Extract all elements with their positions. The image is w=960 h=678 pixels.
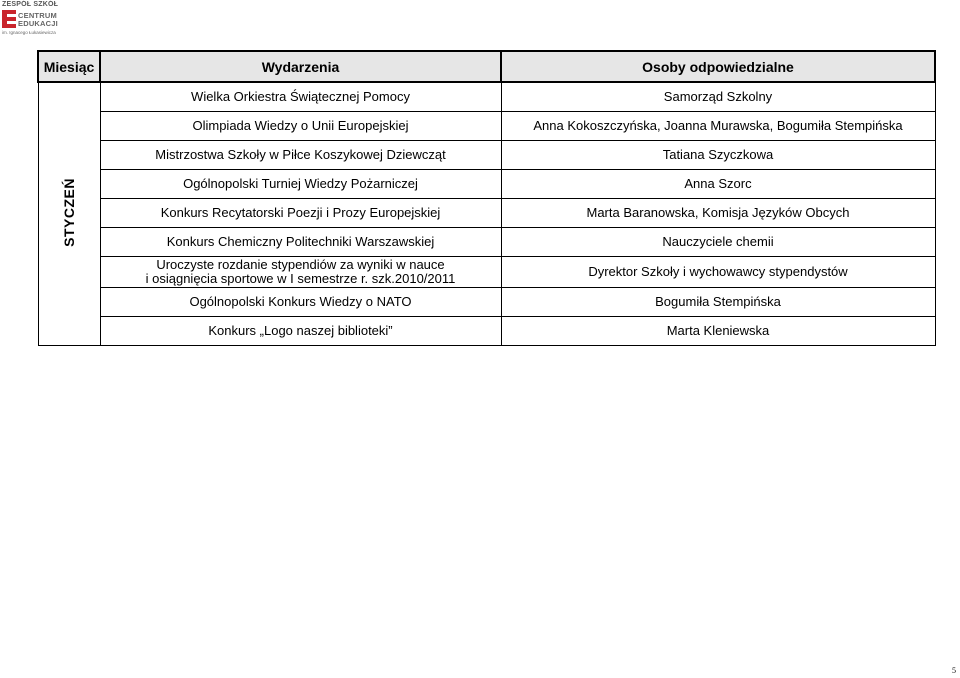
logo-line-2: EDUKACJI xyxy=(18,19,58,28)
person-cell: Tatiana Szyczkowa xyxy=(501,140,935,169)
table-row xyxy=(38,316,935,345)
event-cell xyxy=(100,256,501,287)
event-cell: Ogólnopolski Turniej Wiedzy Pożarniczej xyxy=(100,169,501,198)
person-cell: Anna Kokoszczyńska, Joanna Murawska, Bogumiła Stempińska xyxy=(501,111,935,140)
event-cell: Wielka Orkiestra Świątecznej Pomocy xyxy=(100,82,501,111)
table-row xyxy=(38,140,935,169)
person-cell: Dyrektor Szkoły i wychowawcy stypendystów xyxy=(501,256,935,287)
person-cell: Nauczyciele chemii xyxy=(501,227,935,256)
table-row xyxy=(38,169,935,198)
event-cell: Olimpiada Wiedzy o Unii Europejskiej xyxy=(100,111,501,140)
logo-line-1: CENTRUM xyxy=(18,11,57,20)
person-cell: Samorząd Szkolny xyxy=(501,82,935,111)
table-row xyxy=(38,256,935,287)
event-cell: Mistrzostwa Szkoły w Piłce Koszykowej Dziewcząt xyxy=(100,140,501,169)
table-header-row xyxy=(38,51,935,82)
events-schedule-table xyxy=(37,50,936,346)
event-cell: Ogólnopolski Konkurs Wiedzy o NATO xyxy=(100,287,501,316)
logo-e-mark-icon xyxy=(2,10,16,28)
event-cell: Konkurs Recytatorski Poezji i Prozy Europejskiej xyxy=(100,198,501,227)
month-cell xyxy=(38,82,100,345)
person-cell: Marta Baranowska, Komisja Języków Obcych xyxy=(501,198,935,227)
page-number: 5 xyxy=(952,666,956,675)
person-cell: Anna Szorc xyxy=(501,169,935,198)
school-logo xyxy=(2,1,72,37)
person-cell: Bogumiła Stempińska xyxy=(501,287,935,316)
event-line-2: i osiągnięcia sportowe w I semestrze r. szk.2010/2011 xyxy=(145,270,456,286)
table-row xyxy=(38,82,935,111)
header-month: Miesiąc xyxy=(38,51,100,82)
event-cell: Konkurs Chemiczny Politechniki Warszawskiej xyxy=(100,227,501,256)
event-cell: Konkurs „Logo naszej biblioteki” xyxy=(100,316,501,345)
logo-school-text: ZESPÓŁ SZKÓŁ xyxy=(2,1,59,8)
header-responsible: Osoby odpowiedzialne xyxy=(501,51,935,82)
table-row xyxy=(38,227,935,256)
table-row xyxy=(38,198,935,227)
table-row xyxy=(38,287,935,316)
table-row xyxy=(38,111,935,140)
month-label: STYCZEŃ xyxy=(61,177,77,247)
event-line-1: Uroczyste rozdanie stypendiów za wyniki w nauce xyxy=(156,256,445,272)
header-events: Wydarzenia xyxy=(100,51,501,82)
person-cell: Marta Kleniewska xyxy=(501,316,935,345)
logo-subtitle: im. Ignacego Łukasiewicza xyxy=(2,30,56,35)
